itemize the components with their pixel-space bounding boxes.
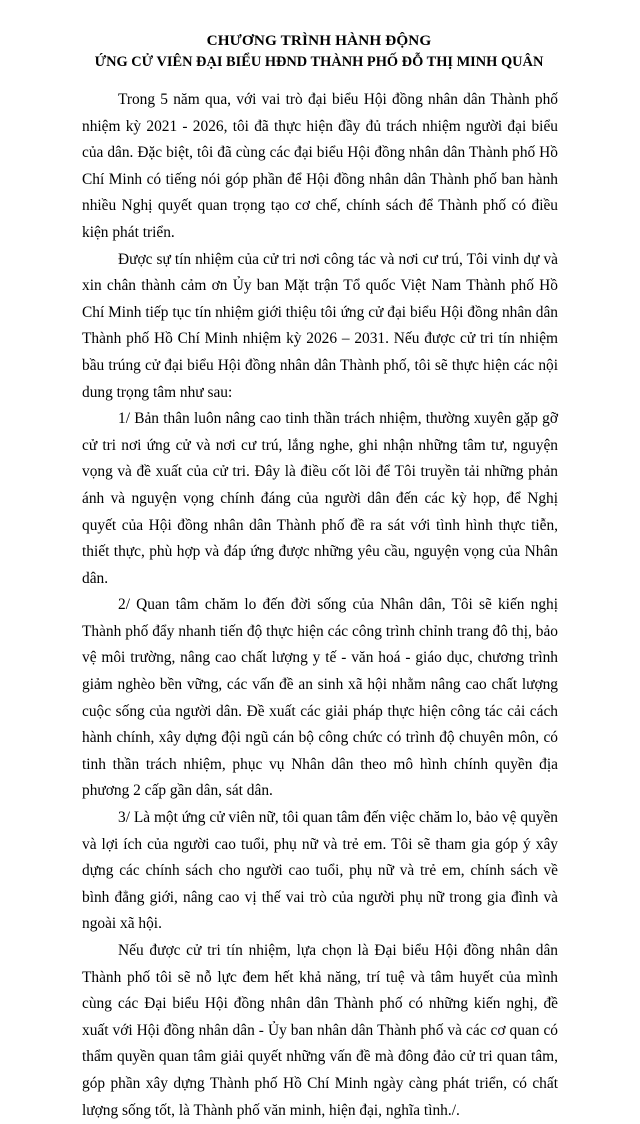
paragraph-nomination-thanks: Được sự tín nhiệm của cử tri nơi công tác và nơi cư trú, Tôi vinh dự và xin chân thành cảm ơn Ủy ban Mặt trận Tổ quốc Việt Nam Thành phố Hồ Chí Minh tiếp tục tín nhiệm giới thiệu tôi ứng cử đại biểu Hội đồng nhân dân Thành phố Hồ Chí Minh nhiệm kỳ 2026 – 2031. Nếu được cử tri tín nhiệm bầu trúng cử đại biểu Hội đồng nhân dân Thành phố, tôi sẽ thực hiện các nội dung trọng tâm như sau: — [82, 250, 558, 401]
paragraph-commitment-1: 1/ Bản thân luôn nâng cao tinh thần trách nhiệm, thường xuyên gặp gỡ cử tri nơi ứng cử và nơi cư trú, lắng nghe, ghi nhận những tâm tư, nguyện vọng và đề xuất của cử tri. Đây là điều cốt lõi để Tôi truyền tải những phản ánh và nguyện vọng chính đáng của người dân đến các kỳ họp, để Nghị quyết của Hội đồng nhân dân Thành phố đề ra sát với tình hình thực tiễn, thiết thực, phù hợp và đáp ứng được những yêu cầu, nguyện vọng của Nhân dân. — [82, 410, 558, 587]
document-title — [81, 30, 557, 73]
paragraph-closing-pledge: Nếu được cử tri tín nhiệm, lựa chọn là Đại biểu Hội đồng nhân dân Thành phố tôi sẽ nỗ lực đem hết khả năng, trí tuệ và tâm huyết của mình cùng các Đại biểu Hội đồng nhân dân Thành phố có những kiến nghị, đề xuất với Hội đồng nhân dân - Ủy ban nhân dân Thành phố và các cơ quan có thẩm quyền quan tâm giải quyết những vấn đề mà đông đảo cử tri quan tâm, góp phần xây dựng Thành phố Hồ Chí Minh ngày càng phát triển, có chất lượng sống tốt, là Thành phố văn minh, hiện đại, nghĩa tình./. — [82, 942, 558, 1119]
paragraph-intro-term-review: Trong 5 năm qua, với vai trò đại biểu Hội đồng nhân dân Thành phố nhiệm kỳ 2021 - 2026, tôi đã thực hiện đầy đủ trách nhiệm người đại biểu của dân. Đặc biệt, tôi đã cùng các đại biểu Hội đồng nhân dân Thành phố Hồ Chí Minh có tiếng nói góp phần để Hội đồng nhân dân Thành phố ban hành nhiều Nghị quyết quan trọng tạo cơ chế, chính sách để Thành phố có điều kiện phát triển. — [82, 91, 558, 241]
document-body — [82, 87, 558, 1124]
document-title-line-1: CHƯƠNG TRÌNH HÀNH ĐỘNG — [206, 32, 432, 49]
document-title-line-2: ỨNG CỬ VIÊN ĐẠI BIỂU HĐND THÀNH PHỐ ĐỖ THỊ MINH QUÂN — [94, 53, 544, 70]
paragraph-commitment-2: 2/ Quan tâm chăm lo đến đời sống của Nhân dân, Tôi sẽ kiến nghị Thành phố đẩy nhanh tiến độ thực hiện các công trình chỉnh trang đô thị, bảo vệ môi trường, nâng cao chất lượng y tế - văn hoá - giáo dục, chương trình giảm nghèo bền vững, các vấn đề an sinh xã hội nhằm nâng cao chất lượng cuộc sống của người dân. Đề xuất các giải pháp thực hiện công tác cải cách hành chính, xây dựng đội ngũ cán bộ công chức có trình độ chuyên môn, có tinh thần trách nhiệm, phục vụ Nhân dân theo mô hình chính quyền địa phương 2 cấp gần dân, sát dân. — [82, 596, 558, 800]
paragraph-commitment-3: 3/ Là một ứng cử viên nữ, tôi quan tâm đến việc chăm lo, bảo vệ quyền và lợi ích của người cao tuổi, phụ nữ và trẻ em. Tôi sẽ tham gia góp ý xây dựng các chính sách cho người cao tuổi, phụ nữ và trẻ em, chính sách về bình đẳng giới, nâng cao vị thế vai trò của người phụ nữ trong gia đình và ngoài xã hội. — [82, 809, 558, 933]
